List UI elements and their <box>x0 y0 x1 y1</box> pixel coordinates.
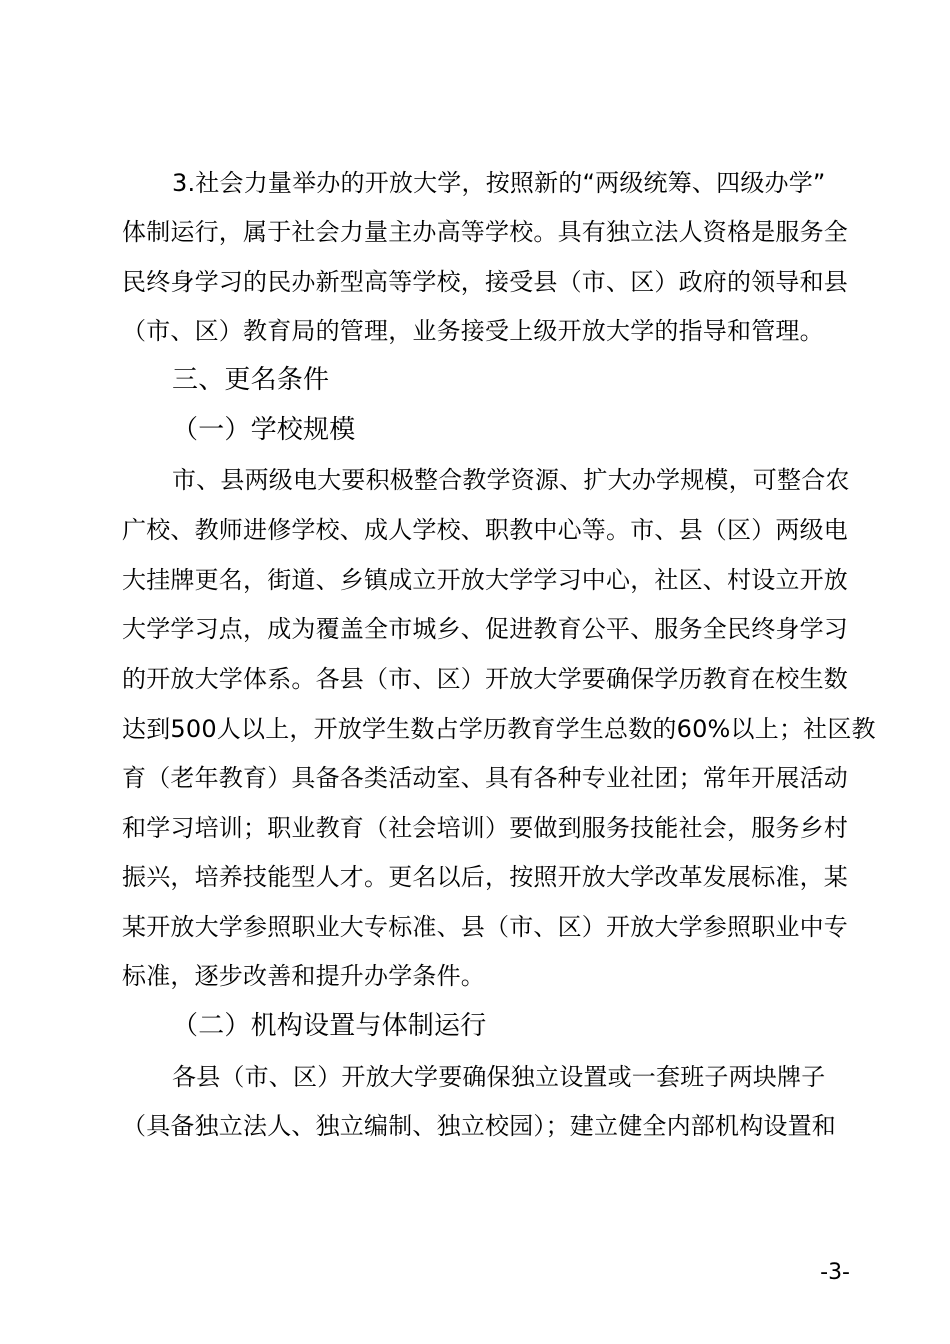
paragraph-2-line-7: 育（老年教育）具备各类活动室、具有各种专业社团；常年开展活动 <box>122 764 848 792</box>
paragraph-3-line-1: 各县（市、区）开放大学要确保独立设置或一套班子两块牌子 <box>172 1063 826 1091</box>
paragraph-2-line-2: 广校、教师进修学校、成人学校、职教中心等。市、县（区）两级电 <box>122 516 848 544</box>
paragraph-2-line-11: 标准，逐步改善和提升办学条件。 <box>122 962 485 990</box>
subsection-heading-2: （二）机构设置与体制运行 <box>172 1011 487 1041</box>
paragraph-2-line-3: 大挂牌更名，街道、乡镇成立开放大学学习中心，社区、村设立开放 <box>122 566 848 594</box>
paragraph-1-line-3: 民终身学习的民办新型高等学校，接受县（市、区）政府的领导和县 <box>122 268 848 296</box>
paragraph-2-line-4: 大学学习点，成为覆盖全市城乡、促进教育公平、服务全民终身学习 <box>122 615 848 643</box>
paragraph-3-line-2: （具备独立法人、独立编制、独立校园）；建立健全内部机构设置和 <box>122 1112 836 1140</box>
subsection-heading-1: （一）学校规模 <box>172 415 356 445</box>
paragraph-2-line-5: 的开放大学体系。各县（市、区）开放大学要确保学历教育在校生数 <box>122 665 848 693</box>
paragraph-2-line-1: 市、县两级电大要积极整合教学资源、扩大办学规模，可整合农 <box>172 466 850 494</box>
paragraph-1-line-1: 3.社会力量举办的开放大学，按照新的“两级统筹、四级办学” <box>172 169 826 197</box>
paragraph-2-line-9: 振兴，培养技能型人才。更名以后，按照开放大学改革发展标准，某 <box>122 863 848 891</box>
paragraph-2-line-10: 某开放大学参照职业大专标准、县（市、区）开放大学参照职业中专 <box>122 913 848 941</box>
paragraph-2-line-6: 达到500人以上，开放学生数占学历教育学生总数的60%以上；社区教 <box>122 715 876 743</box>
page-number: -3- <box>820 1260 850 1285</box>
section-heading-3: 三、更名条件 <box>172 365 330 395</box>
paragraph-1-line-4: （市、区）教育局的管理，业务接受上级开放大学的指导和管理。 <box>122 317 824 345</box>
paragraph-1-line-2: 体制运行，属于社会力量主办高等学校。具有独立法人资格是服务全 <box>122 218 848 246</box>
paragraph-2-line-8: 和学习培训；职业教育（社会培训）要做到服务技能社会，服务乡村 <box>122 814 848 842</box>
